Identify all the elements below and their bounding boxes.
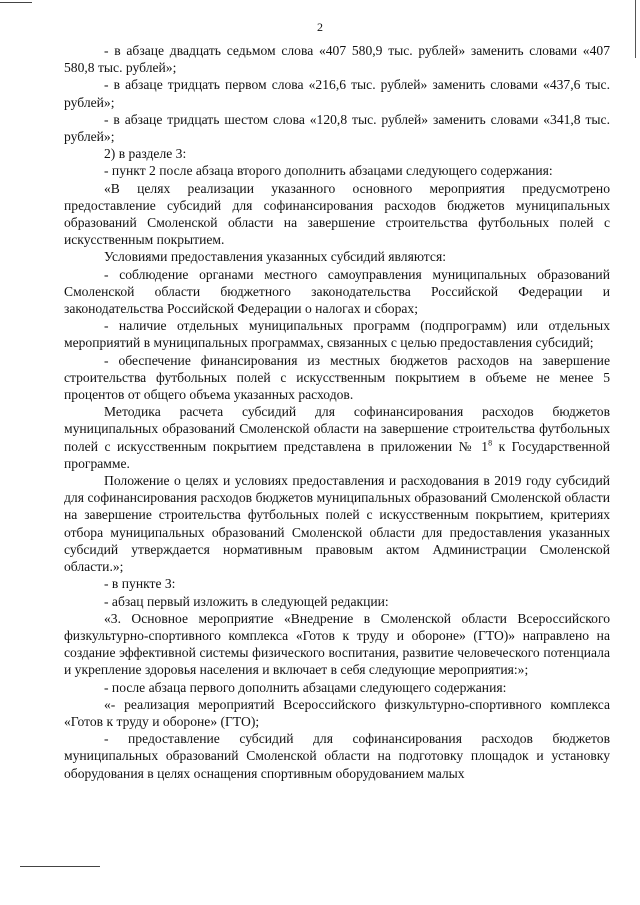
paragraph: «- реализация мероприятий Всероссийского физкультурно-спортивного комплекса «Готов к труду и обороне» (ГТО); (64, 696, 610, 729)
paragraph: - соблюдение органами местного самоуправления муниципальных образований Смоленской области бюджетного законодательства Российской Федерации и законодательства Российской Федерации о налогах и сборах; (64, 266, 610, 317)
document-body (64, 42, 610, 782)
paragraph: Положение о целях и условиях предоставления и расходования в 2019 году субсидий для софинансирования расходов бюджетов муниципальных образований Смоленской области на завершение строительства футбольных полей с искусственным покрытием, критериях отбора муниципальных образований Смоленской области для предоставления указанных субсидий утверждается нормативным правовым актом Администрации Смоленской области.»; (64, 473, 610, 575)
paragraph-text: к Государственной программе. (64, 438, 610, 471)
paragraph: «В целях реализации указанного основного мероприятия предусмотрено предоставление субсидий для софинансирования расходов бюджетов муниципальных образований Смоленской области на завершение строительства футбольных полей с искусственным покрытием. (64, 180, 610, 248)
scan-edge-mark (0, 2, 32, 3)
paragraph: - в абзаце двадцать седьмом слова «407 580,9 тыс. рублей» заменить словами «407 580,8 тыс. рублей»; (64, 43, 610, 76)
paragraph: - предоставление субсидий для софинансирования расходов бюджетов муниципальных образований Смоленской области на подготовку площадок и установку оборудования в целях оснащения спортивным оборудованием малых (64, 731, 610, 781)
appendix-superscript: 8 (488, 438, 493, 448)
paragraph: - абзац первый изложить в следующей редакции: (104, 593, 389, 609)
paragraph: - обеспечение финансирования из местных бюджетов расходов на завершение строительства футбольных полей с искусственным покрытием в объеме не менее 5 процентов от общего объема указанных расходов. (64, 352, 610, 403)
paragraph: Условиями предоставления указанных субсидий являются: (104, 249, 446, 265)
paragraph: - в пункте 3: (104, 576, 176, 592)
paragraph (64, 403, 610, 472)
paragraph: - в абзаце тридцать шестом слова «120,8 тыс. рублей» заменить словами «341,8 тыс. рублей»; (64, 111, 610, 145)
page-number: 2 (317, 20, 323, 34)
paragraph: - после абзаца первого дополнить абзацами следующего содержания: (104, 679, 507, 695)
paragraph: «3. Основное мероприятие «Внедрение в Смоленской области Всероссийского физкультурно-спортивного комплекса «Готов к труду и обороне» (ГТО)» направлено на создание эффективной системы физического воспитания, развитие человеческого потенциала и укрепление здоровья населения и включает в себя следующие мероприятия:»; (64, 610, 610, 678)
paragraph: 2) в разделе 3: (104, 146, 187, 162)
paragraph-text: Методика расчета субсидий для софинансирования расходов бюджетов муниципальных образований Смоленской области на завершение строительства футбольных полей с искусственным покрытием представлена в приложении № 1 (64, 404, 610, 454)
paragraph: - наличие отдельных муниципальных программ (подпрограмм) или отдельных мероприятий в муниципальных программах, связанных с целью предоставления субсидий; (64, 318, 610, 351)
paragraph: - в абзаце тридцать первом слова «216,6 тыс. рублей» заменить словами «437,6 тыс. рублей»; (64, 77, 610, 110)
paragraph: - пункт 2 после абзаца второго дополнить абзацами следующего содержания: (104, 163, 553, 179)
footnote-separator-line (20, 866, 100, 867)
